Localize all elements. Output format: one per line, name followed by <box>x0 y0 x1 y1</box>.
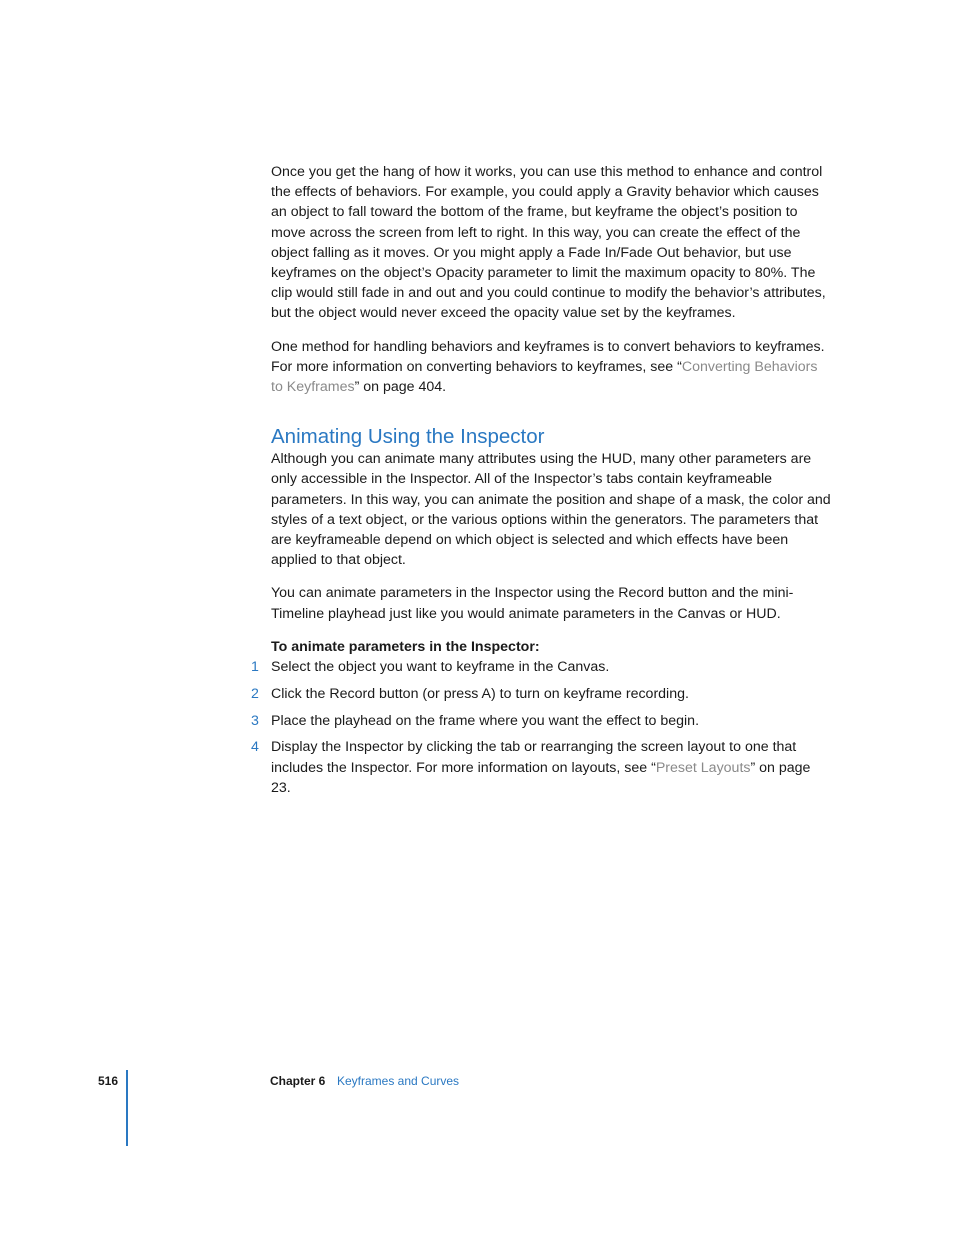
step-number: 2 <box>251 685 259 702</box>
step-item <box>251 711 831 731</box>
step-number: 4 <box>251 739 259 756</box>
section-paragraph-1: Although you can animate many attributes using the HUD, many other parameters are only accessible in the Inspector. All of the Inspector’s tabs contain keyframeable parameters. In this way, you can animate the position and shape of a mask, the color and styles of a text object, or the various options within the generators. The parameters that are keyframeable depend on which object is selected and which effects have been applied to that object. <box>271 451 831 569</box>
step-number: 1 <box>251 659 259 676</box>
page-content <box>251 162 831 805</box>
step-text: Click the Record button (or press A) to turn on keyframe recording. <box>271 685 689 702</box>
page-footer <box>0 1070 954 1150</box>
task-title: To animate parameters in the Inspector: <box>271 638 540 655</box>
converting-behaviors-link[interactable]: Converting Behaviors to Keyframes <box>271 358 818 396</box>
step-item <box>251 737 831 798</box>
step-text: Display the Inspector by clicking the tab or rearranging the screen layout to one that includes the Inspector. For more information on layouts, see “ <box>271 739 797 776</box>
page-number: 516 <box>98 1074 119 1088</box>
section-heading: Animating Using the Inspector <box>271 425 545 449</box>
steps-list <box>251 657 831 798</box>
step-text: Place the playhead on the frame where you want the effect to begin. <box>271 712 700 729</box>
body-paragraph-2 <box>271 337 831 398</box>
preset-layouts-link[interactable]: Preset Layouts <box>655 759 751 776</box>
step-number: 3 <box>251 712 259 729</box>
step-text: ” on page 23. <box>271 759 811 796</box>
paragraph-text: ” on page 404. <box>354 379 447 396</box>
chapter-label: Chapter 6 <box>270 1074 326 1088</box>
body-paragraph-1: Once you get the hang of how it works, you can use this method to enhance and control the effects of behaviors. For example, you could apply a Gravity behavior which causes an object to fall toward the bottom of the frame, but keyframe the object’s position to move across the screen from left to right. In this way, you can create the effect of the object falling as it moves. Or you might apply a Fade In/Fade Out behavior, but use keyframes on the object’s Opacity parameter to limit the maximum opacity to 80%. The clip would still fade in and out and you could continue to modify the behavior’s attributes, but the object would never exceed the opacity value set by the keyframes. <box>271 164 826 322</box>
step-item <box>251 657 831 677</box>
step-text: Select the object you want to keyframe in the Canvas. <box>271 659 610 676</box>
section-paragraph-2: You can animate parameters in the Inspector using the Record button and the mini-Timeline playhead just like you would animate parameters in the Canvas or HUD. <box>271 585 794 622</box>
footer-divider <box>126 1070 128 1146</box>
step-item <box>251 684 831 704</box>
paragraph-text: One method for handling behaviors and keyframes is to convert behaviors to keyframes. For more information on converting behaviors to keyframes, see “ <box>271 338 825 375</box>
chapter-title-link[interactable]: Keyframes and Curves <box>337 1074 460 1088</box>
